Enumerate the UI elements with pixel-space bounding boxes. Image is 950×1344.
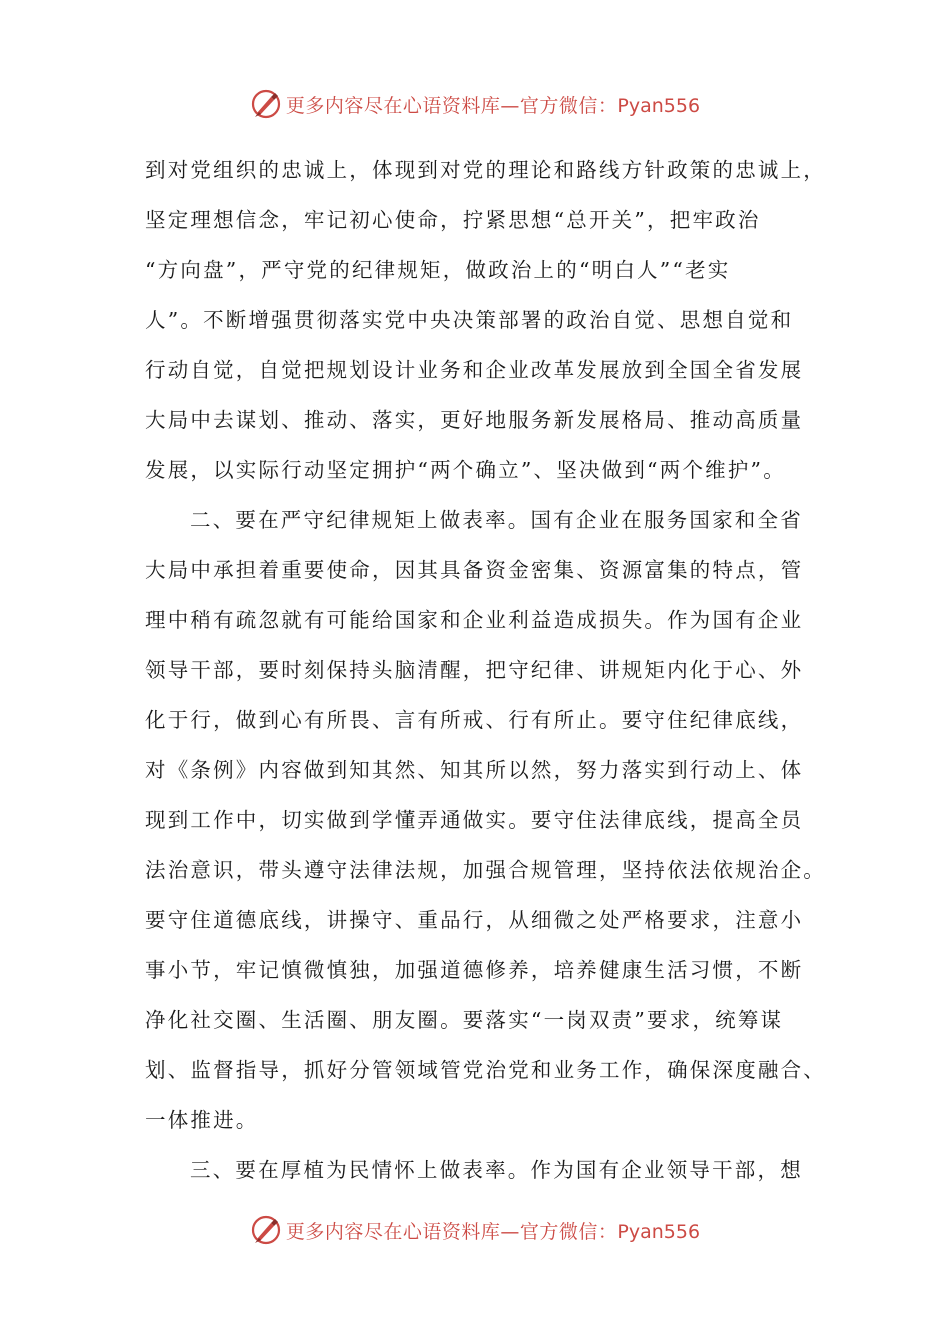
text-line: 净化社交圈、生活圈、朋友圈。要落实“一岗双责”要求，统筹谋	[145, 1008, 784, 1032]
header-watermark	[0, 84, 950, 124]
text-line: 大局中去谋划、推动、落实，更好地服务新发展格局、推动高质量	[145, 408, 804, 432]
text-line: 要守住道德底线，讲操守、重品行，从细微之处严格要求，注意小	[145, 908, 804, 932]
header-watermark-handle: Pyan556	[617, 94, 701, 117]
text-line: 发展，以实际行动坚定拥护“两个确立”、坚决做到“两个维护”。	[145, 458, 786, 482]
pen-logo-icon	[250, 1214, 282, 1246]
text-line: 人”。不断增强贯彻落实党中央决策部署的政治自觉、思想自觉和	[145, 308, 794, 332]
header-watermark-text: 更多内容尽在心语资料库—官方微信：Pyan556	[285, 94, 701, 117]
text-line: 到对党组织的忠诚上，体现到对党的理论和路线方针政策的忠诚上，	[145, 158, 826, 182]
document-body	[145, 145, 826, 1195]
text-line: 现到工作中，切实做到学懂弄通做实。要守住法律底线，提高全员	[145, 808, 804, 832]
text-line: 一体推进。	[145, 1108, 259, 1132]
footer-watermark-handle: Pyan556	[617, 1220, 701, 1243]
footer-watermark-text: 更多内容尽在心语资料库—官方微信：Pyan556	[285, 1220, 701, 1243]
footer-watermark	[0, 1210, 950, 1250]
text-line: 行动自觉，自觉把规划设计业务和企业改革发展放到全国全省发展	[145, 358, 804, 382]
text-line: 坚定理想信念，牢记初心使命，拧紧思想“总开关”，把牢政治	[145, 208, 761, 232]
pen-logo-icon	[250, 88, 282, 120]
paragraph-start-line: 三、要在厚植为民情怀上做表率。作为国有企业领导干部，想	[190, 1158, 803, 1182]
text-line: 理中稍有疏忽就有可能给国家和企业利益造成损失。作为国有企业	[145, 608, 804, 632]
text-line: 划、监督指导，抓好分管领域管党治党和业务工作，确保深度融合、	[145, 1058, 826, 1082]
paragraph-start-line: 二、要在严守纪律规矩上做表率。国有企业在服务国家和全省	[190, 508, 803, 532]
text-line: 法治意识，带头遵守法律法规，加强合规管理，坚持依法依规治企。	[145, 858, 826, 882]
text-line: 对《条例》内容做到知其然、知其所以然，努力落实到行动上、体	[145, 758, 804, 782]
text-line: “方向盘”，严守党的纪律规矩，做政治上的“明白人”“老实	[145, 258, 731, 282]
text-line: 领导干部，要时刻保持头脑清醒，把守纪律、讲规矩内化于心、外	[145, 658, 804, 682]
text-line: 事小节，牢记慎微慎独，加强道德修养，培养健康生活习惯，不断	[145, 958, 804, 982]
text-line: 大局中承担着重要使命，因其具备资金密集、资源富集的特点，管	[145, 558, 804, 582]
text-line: 化于行，做到心有所畏、言有所戒、行有所止。要守住纪律底线，	[145, 708, 804, 732]
